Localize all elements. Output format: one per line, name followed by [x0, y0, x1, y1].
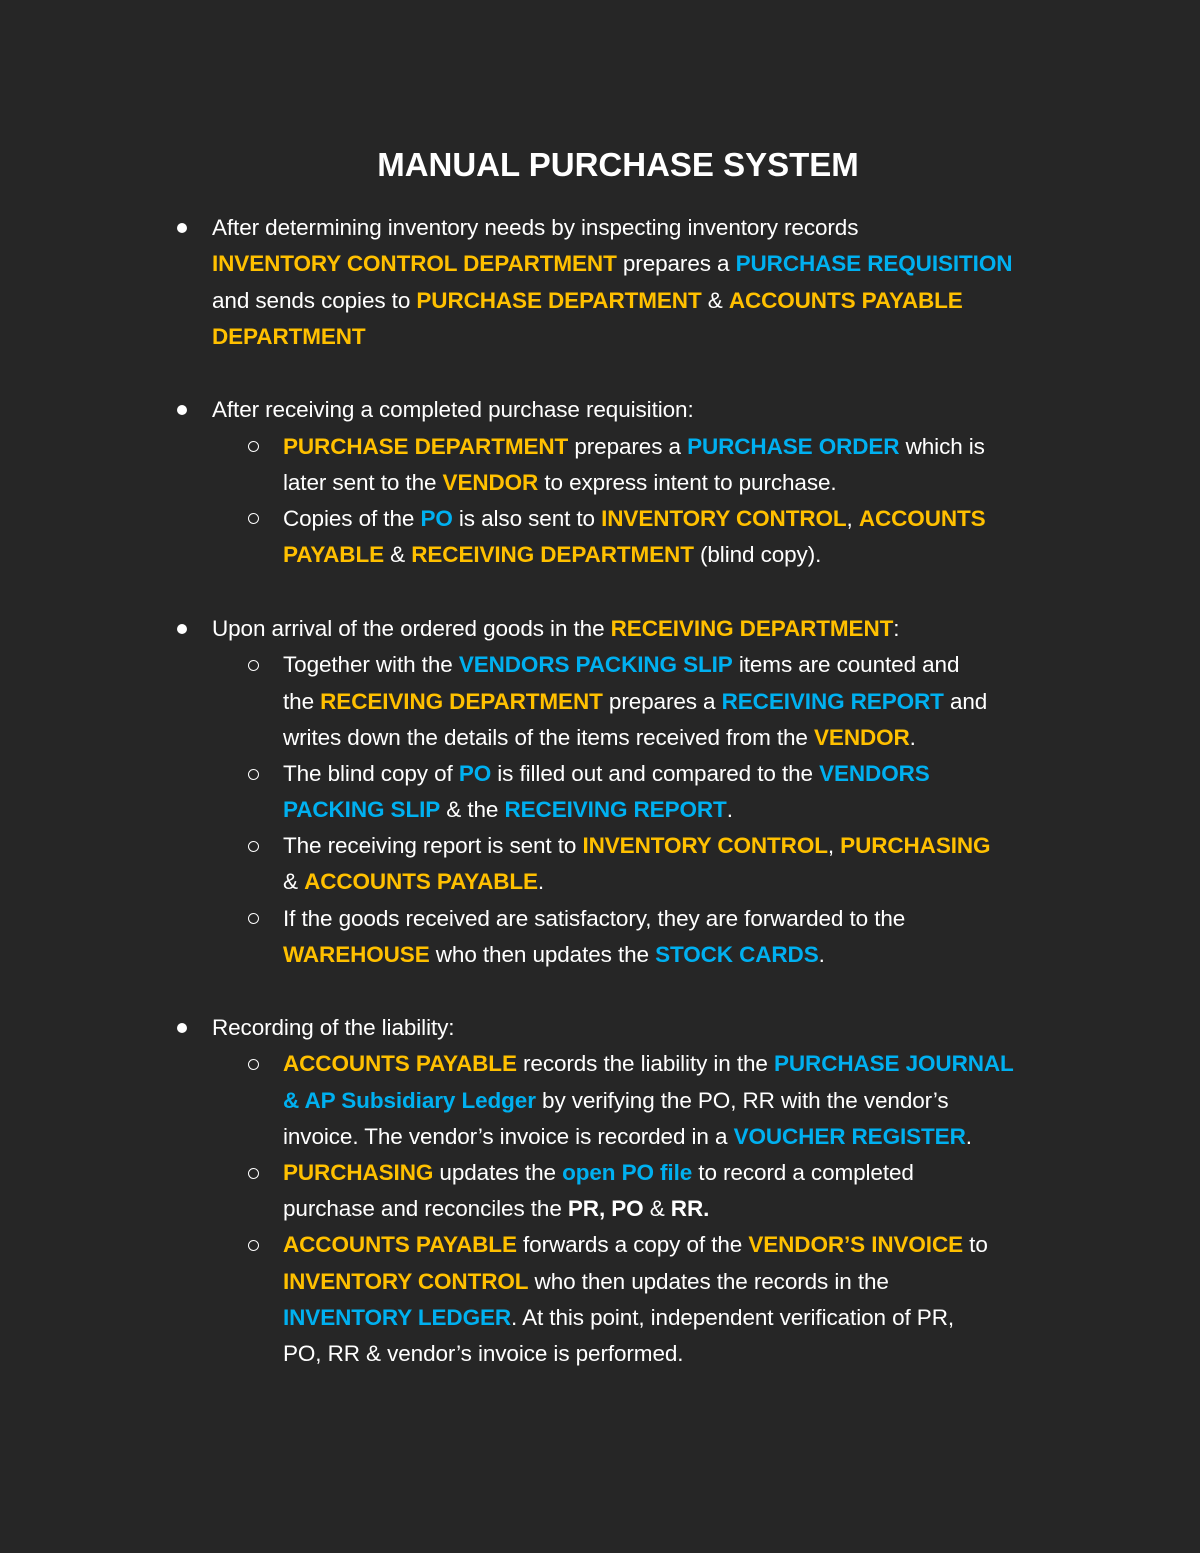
- text-line: [212, 287, 963, 315]
- highlighted-term: & AP Subsidiary Ledger: [283, 1088, 536, 1113]
- text-run: (blind copy).: [693, 542, 822, 567]
- highlighted-term: INVENTORY CONTROL: [582, 833, 828, 858]
- text-line: [212, 396, 694, 424]
- highlighted-term: RECEIVING DEPARTMENT: [320, 689, 603, 714]
- text-line: [283, 868, 544, 896]
- sub-bullet-marker: [248, 660, 259, 671]
- text-line: [283, 541, 821, 569]
- highlighted-term: PURCHASE DEPARTMENT: [416, 288, 702, 313]
- text-run: .: [537, 869, 545, 894]
- text-line: [283, 1123, 972, 1151]
- text-run: Copies of the: [283, 506, 421, 531]
- text-run: Together with the: [283, 652, 459, 677]
- text-run: invoice. The vendor’s invoice is recorded in a: [283, 1124, 734, 1149]
- text-run: .: [909, 725, 916, 750]
- text-line: [283, 433, 985, 461]
- text-run: Upon arrival of the ordered goods in the: [212, 616, 611, 641]
- highlighted-term: VENDOR: [442, 470, 539, 495]
- text-run: :: [893, 616, 900, 641]
- text-run: updates the: [433, 1160, 563, 1185]
- highlighted-term: PURCHASING: [283, 1160, 434, 1185]
- highlighted-term: PURCHASE REQUISITION: [735, 251, 1013, 276]
- bullet-marker: [177, 624, 187, 634]
- text-run: .: [965, 1124, 972, 1149]
- text-line: [212, 214, 858, 242]
- highlighted-term: PURCHASE JOURNAL: [773, 1051, 1014, 1076]
- sub-bullet-marker: [248, 441, 259, 452]
- sub-bullet-marker: [248, 841, 259, 852]
- text-line: [283, 505, 986, 533]
- text-run: which is: [899, 434, 985, 459]
- highlighted-term: INVENTORY CONTROL DEPARTMENT: [212, 251, 617, 276]
- text-line: [283, 796, 733, 824]
- highlighted-term: PO: [458, 761, 492, 786]
- highlighted-term: RECEIVING DEPARTMENT: [610, 616, 894, 641]
- text-run: ,: [846, 506, 859, 531]
- highlighted-term: VENDOR’S INVOICE: [748, 1232, 964, 1257]
- highlighted-term: VENDOR: [814, 725, 910, 750]
- text-run: is filled out and compared to the: [491, 761, 820, 786]
- text-run: After receiving a completed purchase requisition:: [212, 397, 694, 422]
- highlighted-term: PO: [420, 506, 453, 531]
- sub-bullet-marker: [248, 1240, 259, 1251]
- text-run: Recording of the liability:: [212, 1015, 455, 1040]
- text-line: [283, 1268, 889, 1296]
- text-line: [283, 1231, 988, 1259]
- text-run: who then updates the records in the: [528, 1269, 889, 1294]
- text-run: The receiving report is sent to: [283, 833, 583, 858]
- text-line: [283, 1159, 914, 1187]
- text-run: prepares a: [568, 434, 688, 459]
- text-line: [212, 615, 899, 643]
- highlighted-term: PR,: [567, 1196, 606, 1221]
- highlighted-term: PURCHASE ORDER: [687, 434, 900, 459]
- text-run: purchase and reconciles the: [283, 1196, 568, 1221]
- highlighted-term: ACCOUNTS PAYABLE: [283, 1051, 517, 1076]
- text-run: is also sent to: [452, 506, 602, 531]
- highlighted-term: PURCHASE DEPARTMENT: [283, 434, 569, 459]
- bullet-marker: [177, 223, 187, 233]
- bullet-marker: [177, 1023, 187, 1033]
- text-run: &: [283, 869, 305, 894]
- text-run: prepares a: [602, 689, 722, 714]
- text-run: by verifying the PO, RR with the vendor’s: [535, 1088, 949, 1113]
- sub-bullet-marker: [248, 769, 259, 780]
- text-line: [283, 724, 916, 752]
- text-line: [283, 1304, 954, 1332]
- text-run: and sends copies to: [212, 288, 417, 313]
- text-line: [212, 1014, 454, 1042]
- text-run: the: [283, 689, 321, 714]
- text-line: [283, 1340, 683, 1368]
- highlighted-term: PAYABLE: [283, 542, 385, 567]
- highlighted-term: ACCOUNTS PAYABLE: [304, 869, 538, 894]
- text-line: [283, 1195, 709, 1223]
- text-run: and: [943, 689, 988, 714]
- highlighted-term: INVENTORY CONTROL: [601, 506, 847, 531]
- text-run: If the goods received are satisfactory, they are forwarded to the: [283, 906, 906, 931]
- text-line: [283, 688, 987, 716]
- highlighted-term: INVENTORY CONTROL: [283, 1269, 529, 1294]
- text-line: [283, 832, 990, 860]
- sub-bullet-marker: [248, 1059, 259, 1070]
- text-run: &: [643, 1196, 671, 1221]
- text-run: writes down the details of the items received from the: [283, 725, 814, 750]
- sub-bullet-marker: [248, 513, 259, 524]
- page-title: MANUAL PURCHASE SYSTEM: [377, 146, 859, 183]
- highlighted-term: RECEIVING DEPARTMENT: [411, 542, 694, 567]
- highlighted-term: WAREHOUSE: [283, 942, 430, 967]
- text-run: to record a completed: [692, 1160, 914, 1185]
- text-run: &: [701, 288, 729, 313]
- text-line: [283, 1050, 1014, 1078]
- sub-bullet-marker: [248, 1168, 259, 1179]
- text-line: [212, 323, 366, 351]
- highlighted-term: PACKING SLIP: [283, 797, 441, 822]
- text-run: PO, RR & vendor’s invoice is performed.: [283, 1341, 684, 1366]
- text-run: ,: [827, 833, 841, 858]
- highlighted-term: RECEIVING REPORT: [721, 689, 944, 714]
- text-run: later sent to the: [283, 470, 443, 495]
- text-line: [283, 651, 959, 679]
- text-run: The blind copy of: [283, 761, 459, 786]
- highlighted-term: ACCOUNTS PAYABLE: [283, 1232, 517, 1257]
- text-run: After determining inventory needs by inspecting inventory records: [212, 215, 859, 240]
- text-line: [212, 250, 1012, 278]
- text-run: prepares a: [616, 251, 736, 276]
- highlighted-term: DEPARTMENT: [212, 324, 366, 349]
- highlighted-term: VOUCHER REGISTER: [733, 1124, 966, 1149]
- text-run: records the liability in the: [516, 1051, 774, 1076]
- text-run: & the: [440, 797, 505, 822]
- text-run: .: [726, 797, 733, 822]
- text-line: [283, 941, 825, 969]
- highlighted-term: ACCOUNTS: [858, 506, 986, 531]
- highlighted-term: VENDORS PACKING SLIP: [458, 652, 733, 677]
- text-line: [283, 469, 837, 497]
- highlighted-term: RECEIVING REPORT: [504, 797, 727, 822]
- text-run: items are counted and: [732, 652, 960, 677]
- text-run: .: [818, 942, 825, 967]
- highlighted-term: STOCK CARDS: [655, 942, 819, 967]
- highlighted-term: ACCOUNTS PAYABLE: [728, 288, 963, 313]
- highlighted-term: open PO file: [562, 1160, 693, 1185]
- text-run: to: [963, 1232, 988, 1257]
- text-line: [283, 1087, 949, 1115]
- highlighted-term: PURCHASING: [840, 833, 991, 858]
- sub-bullet-marker: [248, 913, 259, 924]
- highlighted-term: VENDORS: [819, 761, 930, 786]
- text-run: forwards a copy of the: [516, 1232, 749, 1257]
- text-line: [283, 760, 930, 788]
- text-run: to express intent to purchase.: [538, 470, 837, 495]
- text-run: &: [384, 542, 412, 567]
- text-run: who then updates the: [429, 942, 656, 967]
- highlighted-term: PO: [611, 1196, 644, 1221]
- highlighted-term: RR.: [670, 1196, 710, 1221]
- bullet-marker: [177, 405, 187, 415]
- text-run: . At this point, independent verification of PR,: [511, 1305, 955, 1330]
- text-line: [283, 905, 905, 933]
- highlighted-term: INVENTORY LEDGER: [283, 1305, 512, 1330]
